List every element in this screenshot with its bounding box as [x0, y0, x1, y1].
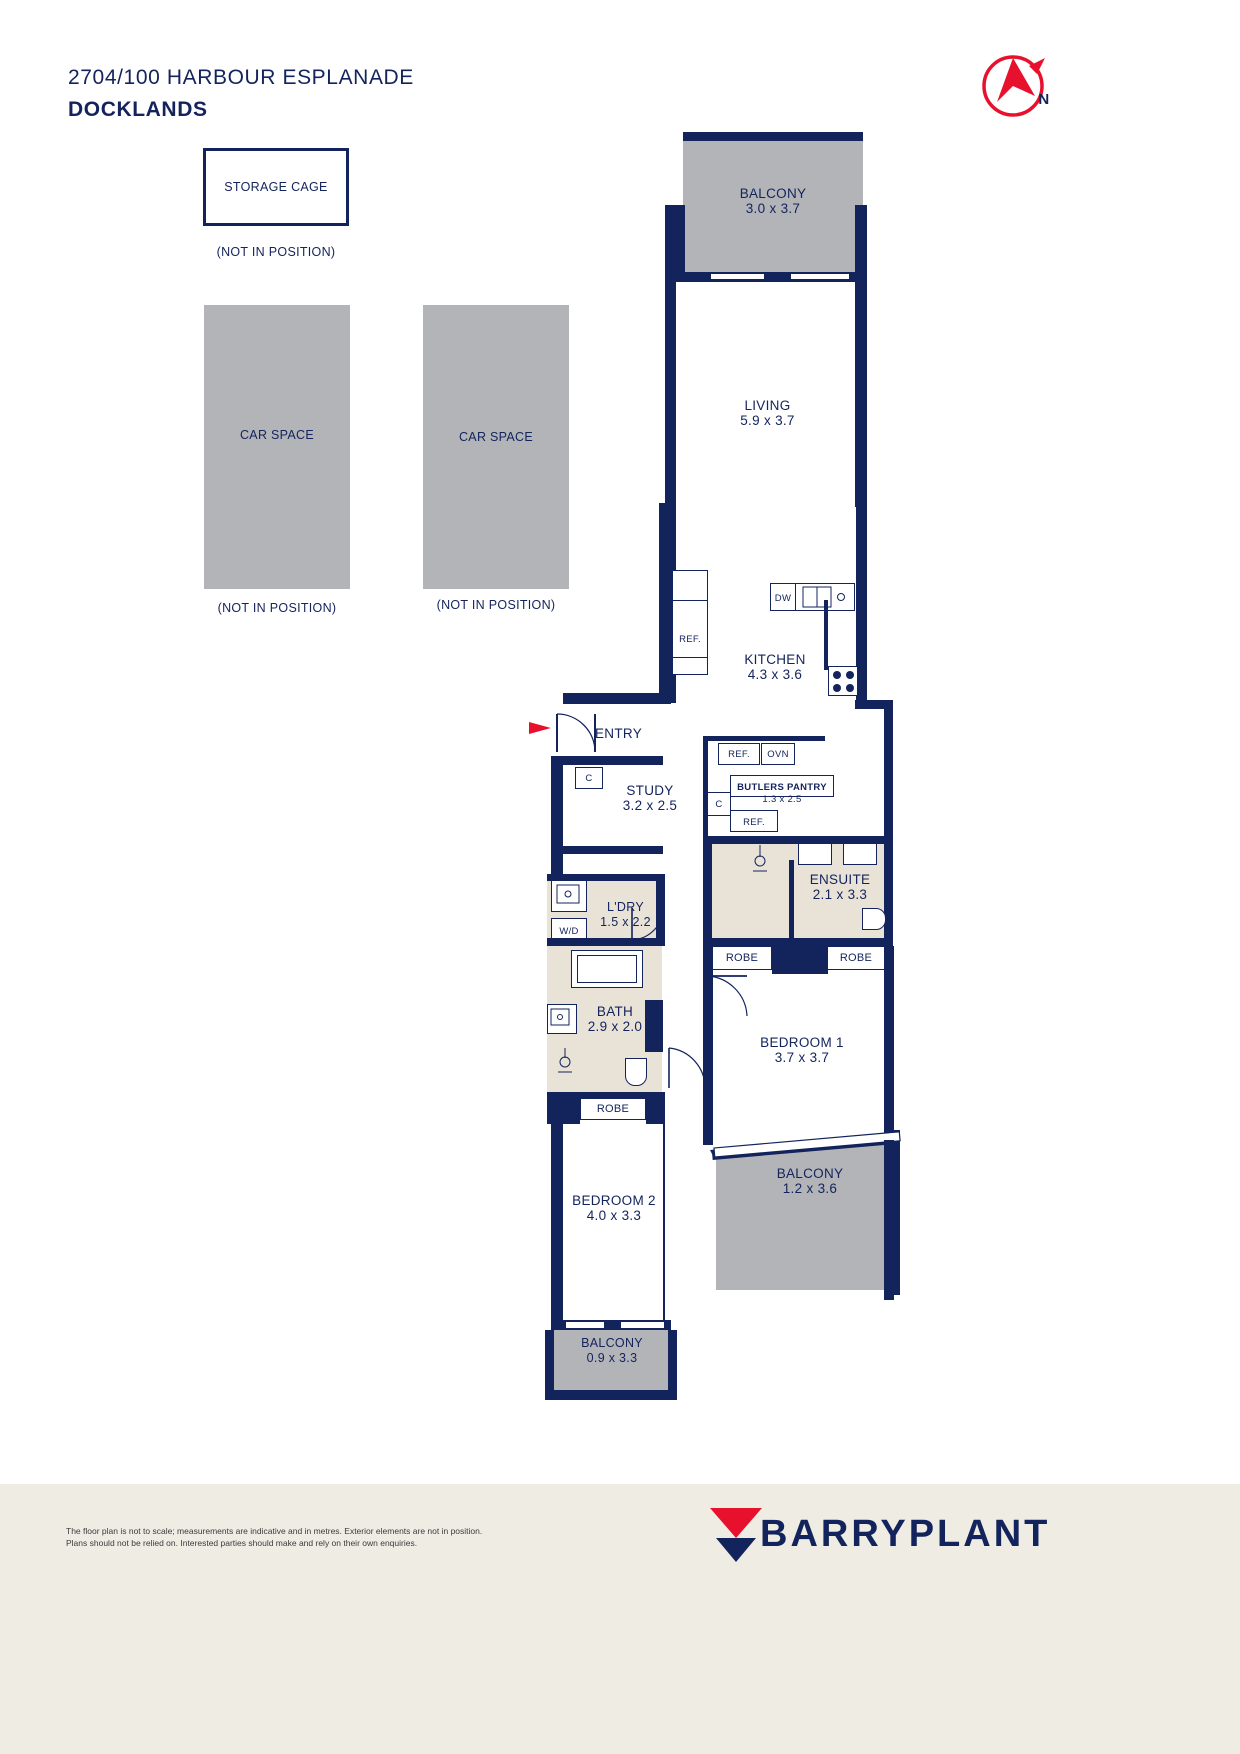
wall: [665, 282, 676, 508]
bathtub-inner: [577, 955, 637, 983]
room-name: BALCONY: [581, 1336, 643, 1350]
compass-north-icon: [975, 46, 1059, 130]
fridge-label: REF.: [728, 749, 750, 760]
wall: [545, 1390, 677, 1400]
oven-label: OVN: [767, 749, 789, 760]
car-space-2-note: (NOT IN POSITION): [436, 598, 556, 612]
cupboard-label: C: [715, 799, 723, 810]
wall: [547, 874, 665, 881]
wall: [703, 736, 825, 741]
room-name: KITCHEN: [744, 652, 806, 667]
room-dims: 3.2 x 2.5: [622, 798, 678, 813]
wall: [703, 836, 712, 946]
robe-label: ROBE: [839, 952, 873, 964]
wall: [703, 736, 708, 836]
wall: [551, 756, 663, 765]
car-space-2-box: [423, 305, 569, 589]
wall: [683, 132, 863, 141]
room-label-balcony-top: [683, 186, 863, 216]
toilet-ensuite: [862, 908, 886, 930]
shower-icon: [740, 845, 780, 880]
entry-arrow-icon: [529, 718, 555, 738]
basin-2: [843, 843, 877, 865]
wall: [884, 700, 893, 840]
room-dims: 5.9 x 3.7: [740, 413, 795, 428]
wd-label: W/D: [559, 926, 579, 937]
balcony-door-glazing: [565, 1321, 605, 1329]
room-name: ENSUITE: [809, 872, 871, 887]
robe-label: ROBE: [596, 1103, 630, 1115]
cooktop-icon: [828, 666, 858, 696]
page-subtitle: DOCKLANDS: [68, 98, 208, 121]
disclaimer-line-1: The floor plan is not to scale; measurements are indicative and in metres. Exterior elements are not in position.: [66, 1526, 483, 1536]
dishwasher-label: DW: [774, 593, 792, 604]
robe-label: ROBE: [725, 952, 759, 964]
balcony-door-glazing: [620, 1321, 665, 1329]
room-dims-butlers-pantry: 1.3 x 2.5: [762, 794, 802, 805]
room-name: BEDROOM 1: [760, 1035, 844, 1050]
wall: [665, 205, 685, 280]
fridge-label: REF.: [679, 634, 701, 645]
room-dims: 3.0 x 3.7: [745, 201, 801, 216]
wall: [547, 1098, 580, 1124]
bedroom1-door-swing-icon: [703, 972, 749, 1020]
wall: [645, 1000, 663, 1052]
balcony-door-glazing: [710, 273, 765, 280]
storage-cage-note: (NOT IN POSITION): [216, 245, 336, 259]
room-dims: 4.0 x 3.3: [586, 1208, 642, 1223]
room-dims: 1.5 x 2.2: [600, 915, 651, 929]
room-name: BEDROOM 2: [572, 1193, 656, 1208]
bedroom2-floor: [563, 1124, 663, 1329]
car-space-2-label: CAR SPACE: [458, 430, 533, 444]
room-label-bedroom2: [540, 1193, 688, 1223]
wall: [884, 946, 894, 976]
room-label-living: [675, 398, 860, 428]
room-name: BALCONY: [739, 186, 807, 201]
living-floor: [675, 282, 855, 507]
balcony-door-glazing: [790, 273, 850, 280]
storage-cage-label: STORAGE CAGE: [224, 180, 328, 194]
basin-1: [798, 843, 832, 865]
room-name: BALCONY: [776, 1166, 844, 1181]
room-name-butlers-pantry: BUTLERS PANTRY: [737, 782, 827, 793]
toilet-bath: [625, 1058, 647, 1086]
bath-door-swing-icon: [665, 1046, 707, 1092]
wall: [855, 282, 867, 702]
compass-label: N: [1038, 91, 1050, 108]
room-name: LIVING: [744, 398, 791, 413]
fridge-nook: [672, 570, 708, 675]
room-dims: 2.1 x 3.3: [812, 887, 868, 902]
car-space-1-box: [204, 305, 350, 589]
wall: [563, 693, 671, 704]
wall: [824, 600, 828, 670]
disclaimer-line-2: Plans should not be relied on. Interested parties should make and rely on their own enquiries.: [66, 1538, 418, 1548]
wall: [703, 938, 893, 946]
page-title: 2704/100 HARBOUR ESPLANADE: [68, 66, 414, 89]
room-dims: 4.3 x 3.6: [747, 667, 803, 682]
room-label-balcony-bedroom1: [730, 1166, 890, 1196]
car-space-1-label: CAR SPACE: [239, 428, 314, 442]
room-dims: 1.2 x 3.6: [782, 1181, 838, 1196]
room-label-study: [585, 783, 715, 813]
room-label-entry: ENTRY: [595, 726, 643, 741]
brand-wordmark: BARRYPLANT: [760, 1513, 1051, 1555]
room-label-bedroom1: [712, 1035, 892, 1065]
disclaimer-text: [66, 1525, 506, 1549]
wall: [772, 946, 828, 974]
laundry-door-swing-icon: [630, 902, 666, 942]
nook-divider: [672, 600, 708, 601]
wall: [884, 1140, 894, 1300]
car-space-1-note: (NOT IN POSITION): [217, 601, 337, 615]
room-name: L'DRY: [606, 900, 644, 914]
room-name: BATH: [596, 1004, 634, 1019]
wall: [563, 846, 663, 854]
barryplant-logo-icon: [706, 1504, 766, 1566]
room-label-ensuite: [790, 872, 890, 902]
room-dims: 3.7 x 3.7: [774, 1050, 830, 1065]
shower-icon: [545, 1048, 585, 1080]
nook-divider: [672, 657, 708, 658]
room-dims: 2.9 x 2.0: [587, 1019, 643, 1034]
fridge-label: REF.: [743, 817, 765, 828]
cupboard-label: C: [585, 773, 593, 784]
entry-door-swing-icon: [555, 712, 603, 754]
room-dims: 0.9 x 3.3: [586, 1351, 638, 1365]
room-name: STUDY: [626, 783, 674, 798]
room-label-balcony-bottom: [553, 1330, 671, 1366]
